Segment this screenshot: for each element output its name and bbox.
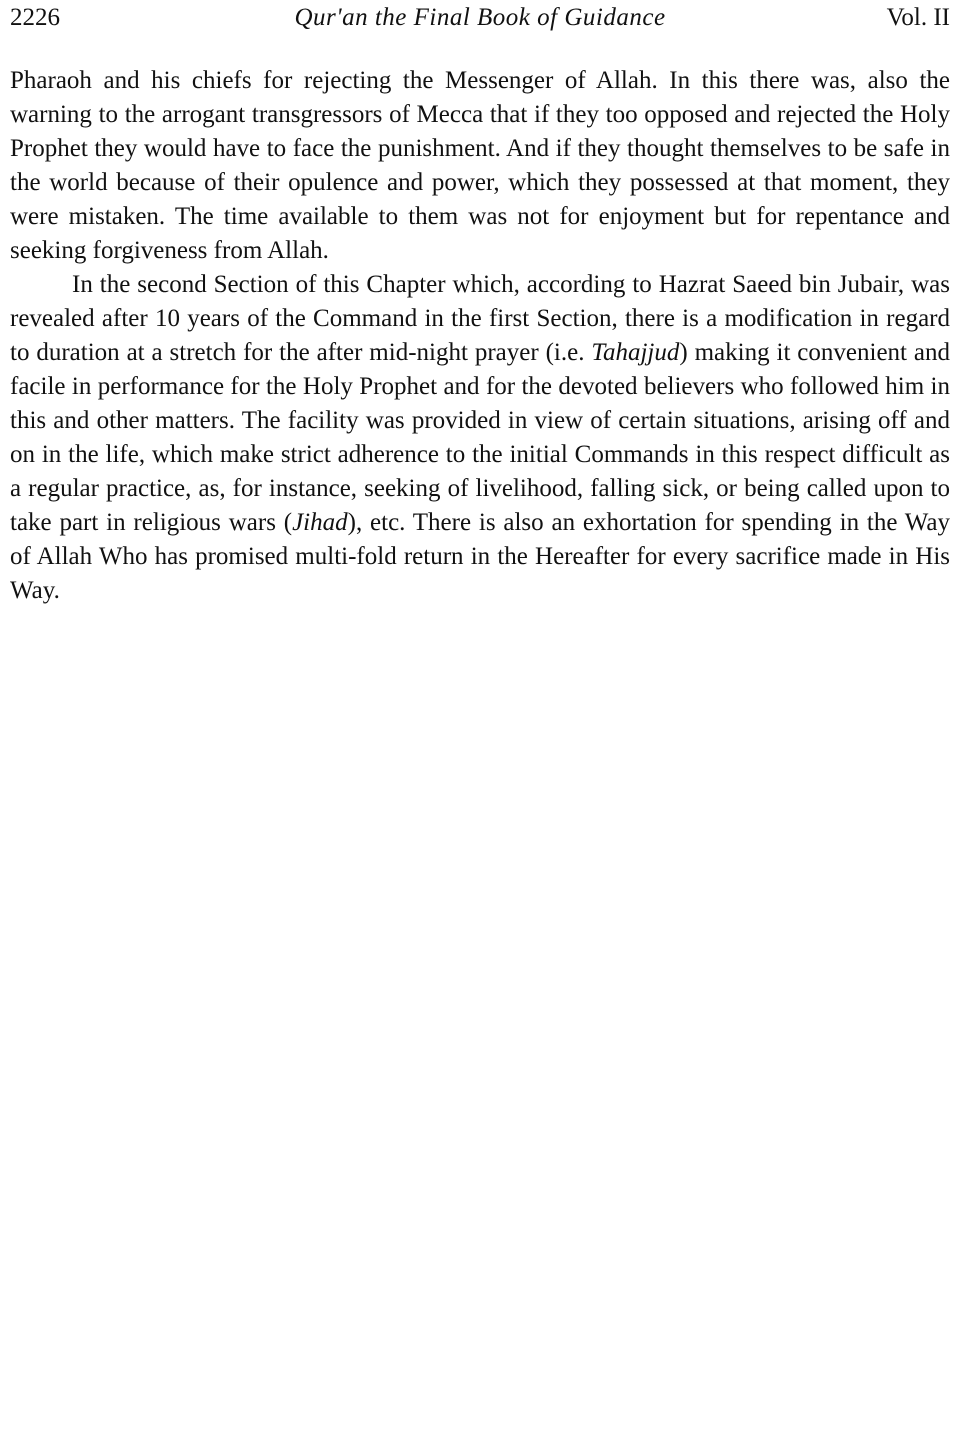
paragraph-2-text-b: ) making it convenient and facile in performance for the Holy Prophet and for the devoted believers who followed him in this and other matters. The facility was provided in view of certain situations, arising off and on in the life, which make strict adherence to the initial Commands in this respect difficult as a regular practice, as, for instance, seeking of livelihood, falling sick, or being called upon to take part in religious wars (: [10, 339, 950, 536]
paragraph-2: [10, 268, 950, 608]
volume-label: Vol. II: [886, 4, 950, 31]
paragraph-2-text-c: ), etc. There is also an exhortation for spending in the Way of Allah Who has promised multi-fold return in the Hereafter for every sacrifice made in His Way.: [10, 509, 950, 604]
paragraph-1: Pharaoh and his chiefs for rejecting the Messenger of Allah. In this there was, also the warning to the arrogant transgressors of Mecca that if they too opposed and rejected the Holy Prophet they would have to face the punishment. And if they thought themselves to be safe in the world because of their opulence and power, which they possessed at that moment, they were mistaken. The time available to them was not for enjoyment but for repentance and seeking forgiveness from Allah.: [10, 67, 950, 264]
book-page: [10, 0, 950, 608]
page-number: 2226: [10, 4, 60, 31]
term-tahajjud: Tahajjud: [591, 339, 680, 366]
book-title: Qur'an the Final Book of Guidance: [294, 4, 666, 31]
paragraph-2-text-a: In the second Section of this Chapter which, according to Hazrat Saeed bin Jubair, was revealed after 10 years of the Command in the first Section, there is a modification in regard to duration at a stretch for the after mid-night prayer (i.e.: [10, 271, 950, 366]
body-text: [10, 64, 950, 608]
term-jihad: Jihad: [292, 509, 348, 536]
running-header: [10, 0, 950, 36]
